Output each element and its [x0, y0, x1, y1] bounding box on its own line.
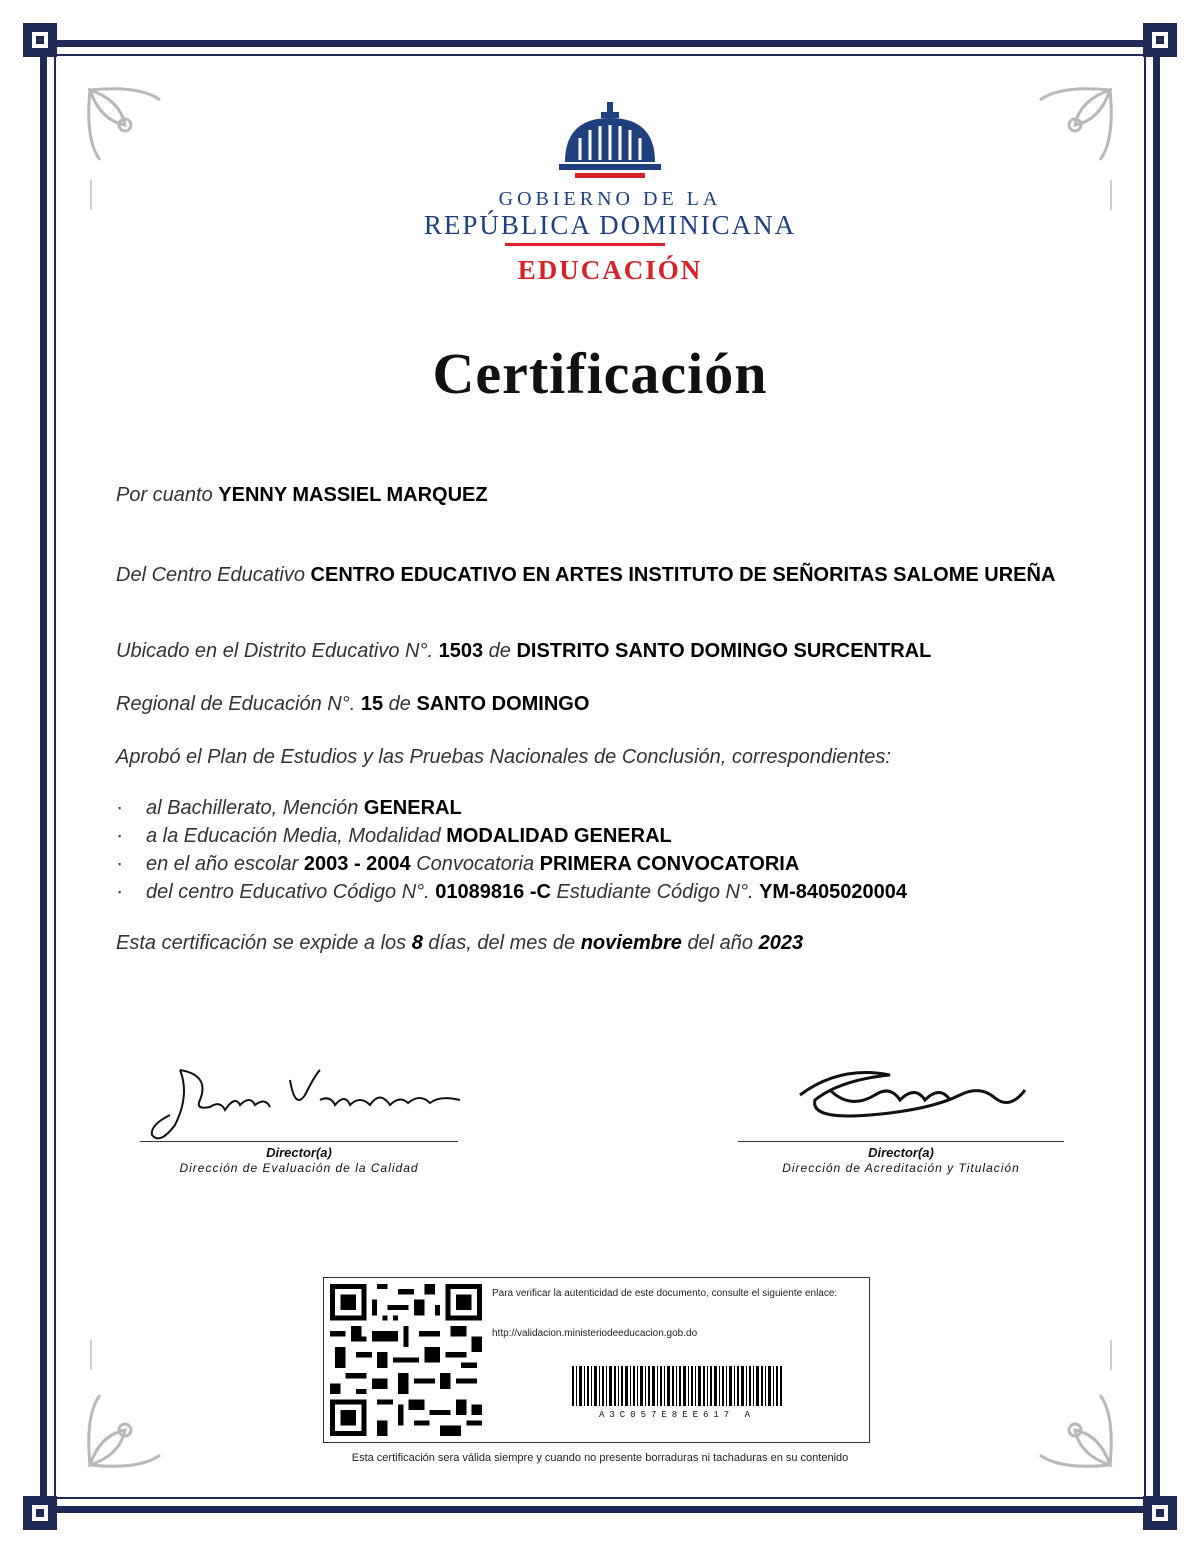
media-value: MODALIDAD GENERAL	[446, 825, 672, 847]
side-rule	[90, 1340, 92, 1370]
requirements-list	[116, 794, 1106, 906]
corner-ornament-top-right	[1143, 23, 1177, 57]
center-code-prefix: del centro Educativo Código N°.	[146, 881, 430, 903]
side-rule	[90, 180, 92, 210]
issue-year: 2023	[758, 932, 804, 954]
approved-text: Aprobó el Plan de Estudios y las Pruebas Nacionales de Conclusión, correspondientes:	[116, 746, 891, 768]
handwritten-signature	[140, 1055, 470, 1145]
regional-de: de	[388, 693, 411, 715]
barcode-icon	[572, 1366, 782, 1406]
corner-ornament-bottom-right	[1143, 1496, 1177, 1530]
approved-line	[116, 744, 1076, 770]
media-prefix: a la Educación Media, Modalidad	[146, 825, 441, 847]
certificate-title: Certificación	[432, 341, 768, 406]
government-logo	[380, 100, 840, 285]
left-signature	[140, 1055, 470, 1145]
district-line	[116, 638, 1076, 664]
issue-line	[116, 930, 1076, 956]
list-item	[146, 850, 1106, 878]
center-line	[116, 562, 1076, 588]
verification-text: Para verificar la autenticidad de este documento, consulte el siguiente enlace:	[492, 1288, 838, 1299]
regional-number: 15	[360, 693, 384, 715]
flourish-icon	[80, 80, 170, 170]
issue-month: noviembre	[580, 932, 682, 954]
logo-divider	[505, 243, 665, 246]
person-prefix: Por cuanto	[116, 484, 213, 506]
district-name: DISTRITO SANTO DOMINGO SURCENTRAL	[516, 640, 932, 662]
side-rule	[1110, 180, 1112, 210]
corner-ornament-top-left	[23, 23, 57, 57]
side-rule	[1110, 1340, 1112, 1370]
issue-day: 8	[411, 932, 423, 954]
logo-education-text: EDUCACIÓN	[517, 255, 703, 285]
regional-line	[116, 691, 1076, 717]
right-signature	[780, 1060, 1040, 1130]
validity-footer: Esta certificación sera válida siempre y cuando no presente borraduras ni tachaduras en su contenido	[351, 1452, 849, 1464]
issue-text: Esta certificación se expide a los	[116, 932, 407, 954]
list-item	[146, 822, 1106, 850]
bachillerato-value: GENERAL	[363, 797, 462, 819]
logo-main-text: REPÚBLICA DOMINICANA	[423, 210, 797, 240]
bachillerato-prefix: al Bachillerato, Mención	[146, 797, 359, 819]
issue-text: del año	[687, 932, 754, 954]
list-item	[146, 794, 1106, 822]
dome-icon	[555, 100, 665, 180]
district-number: 1503	[438, 640, 484, 662]
person-name: YENNY MASSIEL MARQUEZ	[218, 484, 488, 506]
corner-ornament-bottom-left	[23, 1496, 57, 1530]
center-name: CENTRO EDUCATIVO EN ARTES INSTITUTO DE SEÑORITAS SALOME UREÑA	[310, 564, 1056, 586]
handwritten-signature	[780, 1060, 1040, 1130]
verification-box	[323, 1277, 870, 1443]
flourish-icon	[1030, 80, 1120, 170]
regional-prefix: Regional de Educación N°.	[116, 693, 356, 715]
student-code-label: Estudiante Código N°.	[556, 881, 754, 903]
district-prefix: Ubicado en el Distrito Educativo N°.	[116, 640, 434, 662]
left-signature-title: Director(a)	[266, 1145, 332, 1160]
year-value: 2003 - 2004	[303, 853, 411, 875]
barcode-number: A3C057E8EE617 A	[598, 1410, 755, 1420]
verification-link[interactable]: http://validacion.ministeriodeeducacion.gob.do	[492, 1328, 698, 1339]
issue-text: días, del mes de	[428, 932, 576, 954]
student-code: YM-8405020004	[759, 881, 907, 903]
convocatoria-value: PRIMERA CONVOCATORIA	[539, 853, 800, 875]
year-prefix: en el año escolar	[146, 853, 299, 875]
qr-code[interactable]	[330, 1284, 482, 1436]
right-signature-department: Dirección de Acreditación y Titulación	[782, 1161, 1020, 1175]
right-signature-title: Director(a)	[868, 1145, 934, 1160]
center-prefix: Del Centro Educativo	[116, 564, 305, 586]
list-item	[146, 878, 1106, 906]
district-de: de	[488, 640, 511, 662]
convocatoria-label: Convocatoria	[416, 853, 535, 875]
right-signature-line	[738, 1141, 1064, 1142]
left-signature-department: Dirección de Evaluación de la Calidad	[179, 1161, 419, 1175]
center-code: 01089816 -C	[435, 881, 551, 903]
left-signature-line	[140, 1141, 458, 1142]
person-line	[116, 482, 1076, 508]
logo-top-text: GOBIERNO DE LA	[498, 188, 722, 210]
regional-name: SANTO DOMINGO	[416, 693, 590, 715]
